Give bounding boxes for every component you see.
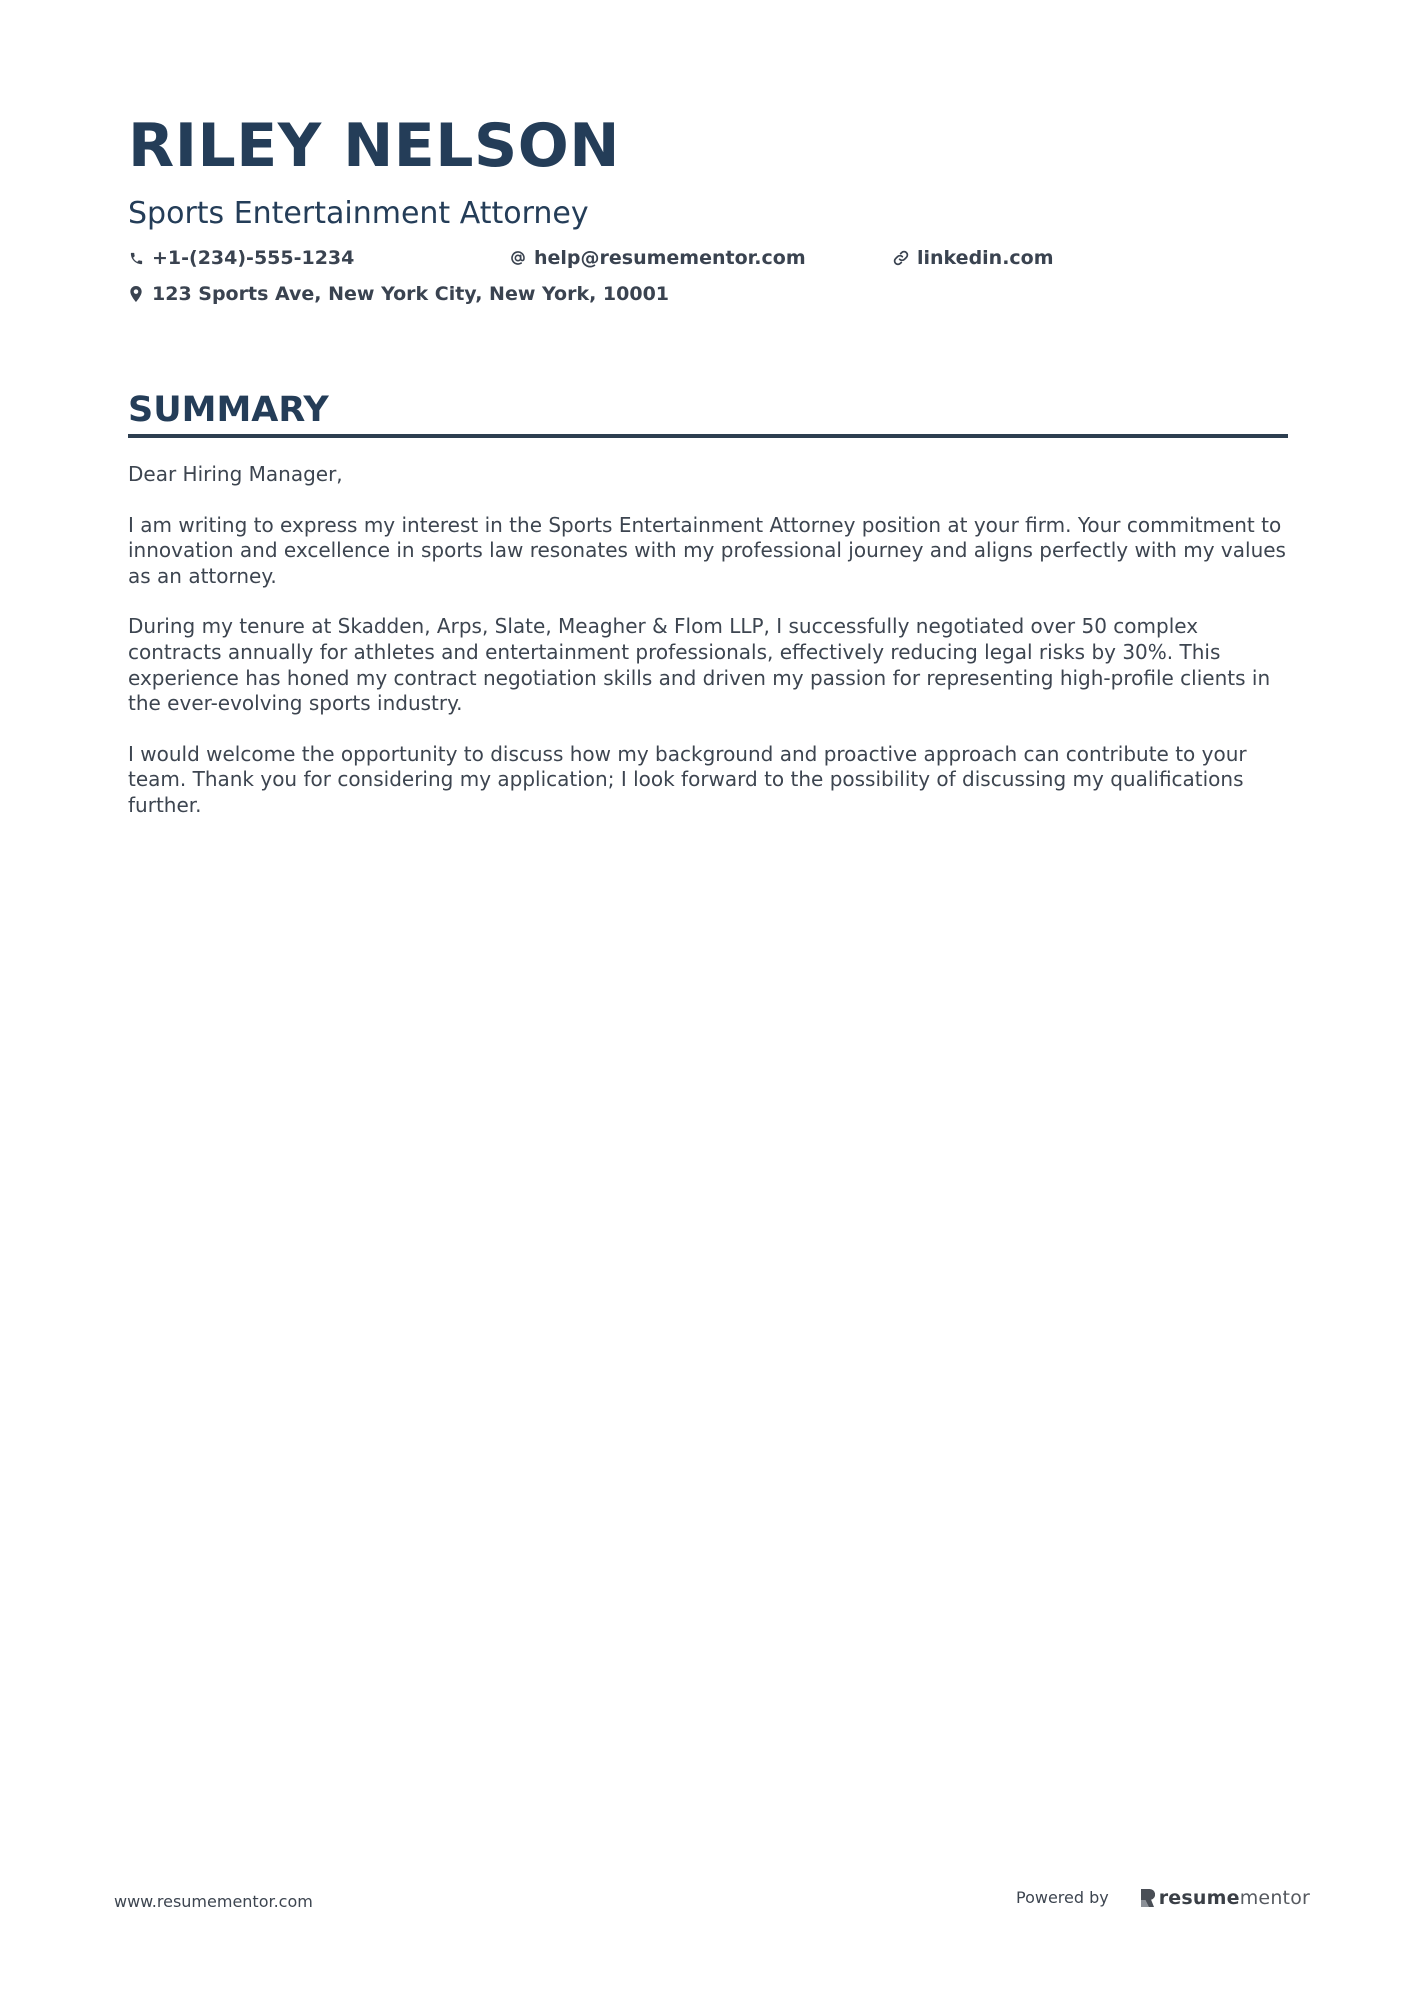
phone-text: +1-(234)-555-1234 — [152, 247, 355, 269]
letter-body — [128, 462, 1288, 819]
at-sign-icon — [510, 250, 526, 266]
powered-by-label: Powered by — [1016, 1888, 1109, 1907]
brand-logo-link[interactable] — [1139, 1886, 1310, 1910]
summary-section — [128, 388, 1288, 844]
location-pin-icon — [128, 286, 144, 302]
section-divider — [128, 434, 1288, 438]
contact-email[interactable] — [510, 244, 806, 272]
job-title: Sports Entertainment Attorney — [128, 196, 589, 231]
brand-wordmark-bold: resume — [1158, 1887, 1240, 1909]
footer-branding — [1016, 1886, 1310, 1910]
paragraph-intro: I am writing to express my interest in the Sports Entertainment Attorney position at your firm. Your commitment to innovation and excellence in sports law resonates with my professional journey and aligns perfectly with my values as an attorney. — [128, 512, 1286, 588]
address-text: 123 Sports Ave, New York City, New York, 10001 — [152, 283, 670, 305]
candidate-name: RILEY NELSON — [128, 111, 620, 181]
contact-phone[interactable] — [128, 244, 354, 272]
paragraph-closing: I would welcome the opportunity to discuss how my background and proactive approach can contribute to your team. Thank you for considering my application; I look forward to the possibility of discussing my qualifications further. — [128, 741, 1247, 817]
phone-icon — [128, 250, 144, 266]
contact-info — [128, 244, 1288, 316]
resume-header — [128, 108, 1288, 316]
brand-wordmark-light: mentor — [1239, 1887, 1311, 1909]
contact-linkedin[interactable] — [893, 244, 1054, 272]
salutation: Dear Hiring Manager, — [128, 462, 343, 486]
section-heading: SUMMARY — [128, 390, 329, 430]
footer-website[interactable]: www.resumementor.com — [114, 1892, 313, 1911]
contact-address — [128, 280, 669, 308]
resumementor-logo-icon — [1139, 1888, 1155, 1908]
linkedin-text: linkedin.com — [917, 247, 1054, 269]
link-icon — [893, 250, 909, 266]
paragraph-experience: During my tenure at Skadden, Arps, Slate, Meagher & Flom LLP, I successfully negotiated over 50 complex contracts annually for athletes and entertainment professionals, effectively reducing legal risks by 30%. This experience has honed my contract negotiation skills and driven my passion for representing high-profile clients in the ever-evolving sports industry. — [128, 614, 1271, 716]
email-text: help@resumementor.com — [534, 247, 806, 269]
brand-wordmark — [1159, 1886, 1310, 1910]
